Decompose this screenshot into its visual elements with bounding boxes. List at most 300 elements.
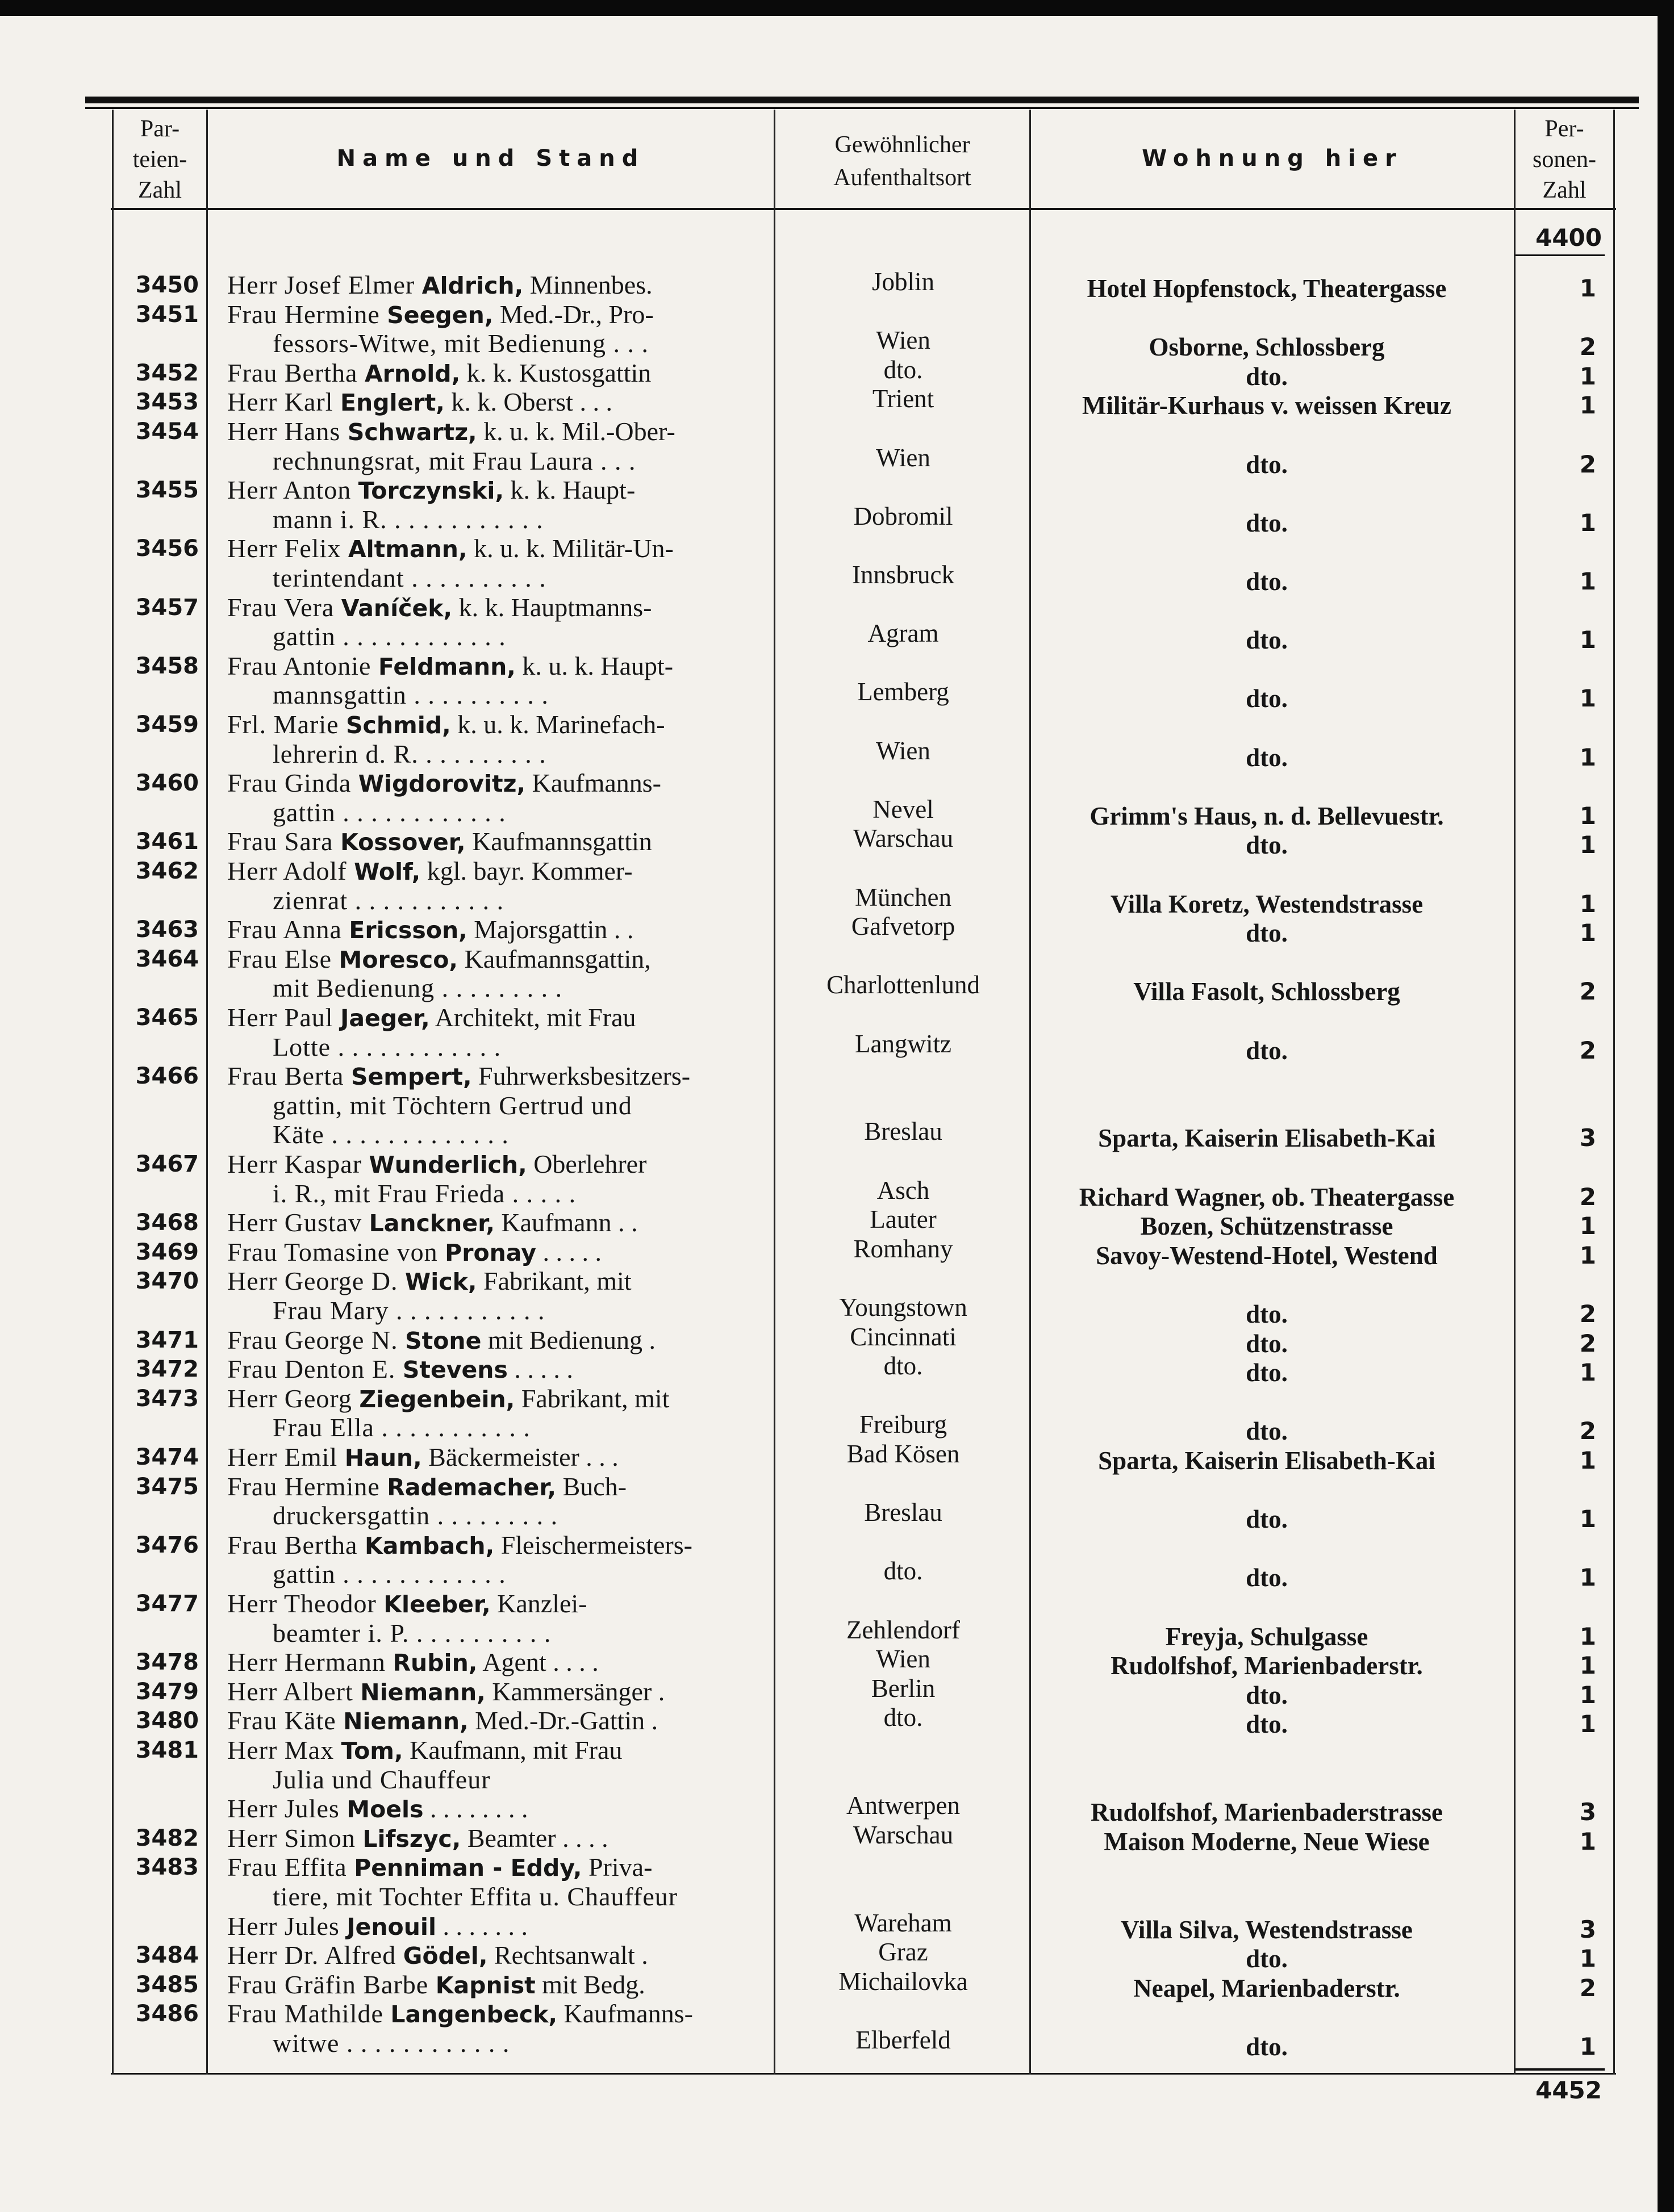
name-line <box>227 270 767 300</box>
name-line <box>227 1589 767 1619</box>
header-number-line-3: Zahl <box>138 177 182 203</box>
party-number: 3479 <box>135 1678 199 1705</box>
local-address: dto. <box>1246 831 1288 860</box>
name-text: Herr Karl <box>227 387 341 417</box>
person-count: 2 <box>1579 1300 1596 1328</box>
party-number: 3484 <box>135 1942 199 1969</box>
local-address: Sparta, Kaiserin Elisabeth-Kai <box>1098 1124 1435 1153</box>
person-count: 1 <box>1579 567 1596 595</box>
col-line-6 <box>1613 110 1615 2075</box>
surname: Langenbeck, <box>390 2001 558 2029</box>
party-number: 3485 <box>135 1971 199 1998</box>
name-suffix: Fabrikant, mit <box>515 1383 670 1413</box>
usual-residence: Graz <box>878 1938 928 1967</box>
name-line <box>227 856 767 887</box>
local-address: dto. <box>1246 919 1288 948</box>
local-address: dto. <box>1246 508 1288 537</box>
name-text: Herr Theodor <box>227 1589 384 1618</box>
usual-residence: Bad Kösen <box>846 1440 960 1468</box>
header-count-line-1: Per- <box>1544 116 1584 142</box>
name-line <box>227 710 767 740</box>
surname: Aldrich, <box>421 272 524 299</box>
person-count: 1 <box>1579 1680 1596 1709</box>
name-line <box>227 1912 767 1942</box>
person-count: 1 <box>1579 831 1596 859</box>
surname: Pronay <box>445 1239 536 1266</box>
name-line <box>227 1325 767 1356</box>
name-text: lehrerin d. R. . . . . . . . . . <box>273 739 546 768</box>
name-line <box>227 1472 767 1502</box>
name-line <box>227 475 767 505</box>
header-origin <box>775 128 1029 194</box>
party-number: 3458 <box>135 653 199 679</box>
name-suffix: Minnenbes. <box>523 270 653 299</box>
surname: Rubin, <box>393 1649 478 1677</box>
name-line <box>227 417 767 447</box>
local-address: dto. <box>1246 684 1288 713</box>
surname: Feldmann, <box>378 653 516 680</box>
name-text: Frau Effita <box>227 1853 354 1882</box>
surname: Schmid, <box>346 712 451 739</box>
name-suffix: . . . . . <box>507 1354 573 1384</box>
name-suffix: Fabrikant, mit <box>477 1266 632 1296</box>
party-number: 3473 <box>135 1385 199 1412</box>
local-address: dto. <box>1246 1417 1288 1446</box>
usual-residence: Wien <box>876 736 930 765</box>
top-rule <box>85 97 1639 103</box>
party-number: 3465 <box>135 1005 199 1031</box>
surname: Kambach, <box>364 1532 495 1559</box>
party-number: 3457 <box>135 594 199 621</box>
usual-residence: Trient <box>872 384 934 413</box>
usual-residence: dto. <box>883 355 923 384</box>
name-suffix: Majorsgattin . . <box>467 915 634 944</box>
header-count-line-2: sonen- <box>1533 147 1596 173</box>
surname: Niemann, <box>360 1678 486 1706</box>
person-count: 3 <box>1579 1798 1596 1826</box>
usual-residence: Langwitz <box>855 1029 951 1058</box>
local-address: dto. <box>1246 743 1288 772</box>
party-number: 3477 <box>135 1591 199 1617</box>
usual-residence: Charlottenlund <box>826 971 980 1000</box>
surname: Wunderlich, <box>369 1151 527 1178</box>
local-address: Villa Silva, Westendstrasse <box>1121 1915 1413 1944</box>
local-address: Osborne, Schlossberg <box>1149 333 1385 362</box>
person-count: 2 <box>1579 1036 1596 1064</box>
surname: Tom, <box>341 1737 403 1764</box>
usual-residence: Asch <box>876 1176 930 1205</box>
name-line <box>227 1531 767 1561</box>
usual-residence: Antwerpen <box>846 1791 960 1820</box>
usual-residence: Wien <box>876 443 930 472</box>
name-suffix: Architekt, mit Frau <box>429 1003 636 1032</box>
name-suffix: k. u. k. Militär-Un- <box>467 534 674 563</box>
name-text: Frau George N. <box>227 1325 406 1354</box>
name-text: Frau Mathilde <box>227 1999 391 2029</box>
name-suffix: k. u. k. Haupt- <box>515 651 674 680</box>
name-text: Käte . . . . . . . . . . . . . <box>273 1120 509 1149</box>
name-line <box>227 505 767 534</box>
header-number-line-2: teien- <box>132 147 187 173</box>
name-line <box>227 1208 767 1238</box>
name-suffix: . . . . . . . . <box>423 1794 528 1824</box>
top-rule-thin <box>85 107 1639 109</box>
name-text: Frau Ella . . . . . . . . . . . <box>273 1413 531 1442</box>
local-address: dto. <box>1246 567 1288 596</box>
name-line <box>227 329 767 358</box>
bottom-rule <box>111 2073 1616 2075</box>
person-count: 1 <box>1579 1241 1596 1269</box>
header-number <box>114 114 206 206</box>
party-number: 3474 <box>135 1444 199 1470</box>
surname: Seegen, <box>387 301 494 329</box>
surname: Wigdorovitz, <box>358 770 526 798</box>
name-line <box>227 1354 767 1385</box>
surname: Jenouil <box>347 1913 436 1941</box>
name-text: Frau Bertha <box>227 1530 365 1559</box>
party-number: 3478 <box>135 1649 199 1676</box>
name-text: Herr George D. <box>227 1266 406 1296</box>
usual-residence: Lauter <box>870 1205 937 1234</box>
name-suffix: mit Bedienung . <box>481 1325 656 1354</box>
surname: Ericsson, <box>349 917 467 944</box>
name-suffix: Kaufmann, mit Frau <box>403 1736 623 1764</box>
name-text: zienrat . . . . . . . . . . . <box>273 885 504 915</box>
surname: Kapnist <box>435 1971 536 1999</box>
name-text: beamter i. P. . . . . . . . . . . <box>273 1618 552 1647</box>
name-text: mann i. R. . . . . . . . . . . . <box>273 504 544 534</box>
name-suffix: mit Bedg. <box>535 1970 645 1999</box>
name-line <box>227 622 767 651</box>
party-number: 3456 <box>135 536 199 562</box>
name-text: gattin . . . . . . . . . . . . <box>273 797 506 827</box>
person-count: 1 <box>1579 1358 1596 1387</box>
name-text: Frau Käte <box>227 1706 344 1736</box>
name-line <box>227 446 767 476</box>
name-text: tiere, mit Tochter Effita u. Chauffeur <box>273 1882 678 1911</box>
name-suffix: k. k. Kustosgattin <box>460 358 652 387</box>
name-text: druckersgattin . . . . . . . . . <box>273 1501 558 1531</box>
name-text: Herr Emil <box>227 1442 345 1471</box>
party-number: 3464 <box>135 946 199 972</box>
person-count: 1 <box>1579 1622 1596 1650</box>
name-text: Herr Adolf <box>227 856 354 885</box>
party-number: 3455 <box>135 477 199 504</box>
name-suffix: k. k. Haupt- <box>504 475 636 505</box>
name-text: Frau Sara <box>227 827 341 856</box>
header-origin-line-1: Gewöhnlicher <box>834 132 970 158</box>
person-count: 1 <box>1579 1710 1596 1738</box>
name-suffix: Agent . . . . <box>477 1647 599 1677</box>
header-number-line-1: Par- <box>140 116 180 142</box>
local-address: dto. <box>1246 626 1288 655</box>
local-address: Rudolfshof, Marienbaderstrasse <box>1091 1798 1443 1827</box>
name-text: mannsgattin . . . . . . . . . . <box>273 680 549 710</box>
name-line <box>227 534 767 564</box>
usual-residence: Berlin <box>871 1674 936 1703</box>
name-text: Herr Hans <box>227 417 348 446</box>
header-name: Name und Stand <box>336 145 645 172</box>
usual-residence: Warschau <box>853 824 954 853</box>
name-line <box>227 1003 767 1033</box>
party-number: 3468 <box>135 1210 199 1236</box>
name-text: Herr Felix <box>227 534 348 563</box>
usual-residence: dto. <box>883 1557 923 1586</box>
name-line <box>227 973 767 1003</box>
name-text: Herr Paul <box>227 1003 341 1032</box>
name-text: Herr Josef Elmer <box>227 270 422 299</box>
surname: Niemann, <box>343 1708 469 1736</box>
name-suffix: k. u. k. Mil.-Ober- <box>477 417 675 446</box>
person-count: 1 <box>1579 508 1596 537</box>
surname: Lanckner, <box>369 1210 495 1237</box>
header-count-line-3: Zahl <box>1542 177 1587 203</box>
name-text: Frau Bertha <box>227 358 365 387</box>
surname: Kleeber, <box>383 1591 491 1618</box>
surname: Altmann, <box>348 536 467 563</box>
name-suffix: Kanzlei- <box>490 1589 587 1618</box>
person-count: 1 <box>1579 1563 1596 1592</box>
surname: Stone <box>405 1327 482 1354</box>
local-address: Villa Fasolt, Schlossberg <box>1133 977 1400 1006</box>
name-line <box>227 944 767 975</box>
party-number: 3472 <box>135 1356 199 1383</box>
person-count: 2 <box>1579 977 1596 1006</box>
header-origin-line-2: Aufenthaltsort <box>833 165 971 191</box>
name-line <box>227 1970 767 2000</box>
name-text: Frau Else <box>227 944 339 973</box>
name-line <box>227 1647 767 1678</box>
person-count: 1 <box>1579 626 1596 654</box>
surname: Ziegenbein, <box>359 1385 515 1413</box>
person-count: 2 <box>1579 1417 1596 1445</box>
col-line-3 <box>774 110 775 2075</box>
party-number: 3459 <box>135 712 199 738</box>
name-line <box>227 798 767 827</box>
name-text: Frau Denton E. <box>227 1354 403 1384</box>
name-line <box>227 593 767 623</box>
name-text: Herr Hermann <box>227 1647 393 1677</box>
usual-residence: Agram <box>867 619 939 648</box>
name-text: Frau Berta <box>227 1061 351 1091</box>
local-address: dto. <box>1246 2033 1288 2061</box>
name-suffix: Kaufmannsgattin <box>465 827 652 856</box>
surname: Englert, <box>340 389 445 417</box>
name-line <box>227 1061 767 1092</box>
name-text: Frau Hermine <box>227 1471 387 1501</box>
person-count: 1 <box>1579 274 1596 302</box>
name-text: i. R., mit Frau Frieda . . . . . <box>273 1178 577 1208</box>
name-text: Julia und Chauffeur <box>273 1764 491 1794</box>
name-line <box>227 1619 767 1648</box>
name-line <box>227 1384 767 1414</box>
name-suffix: Buch- <box>556 1471 627 1501</box>
name-line <box>227 1296 767 1325</box>
surname: Penniman - Eddy, <box>354 1854 582 1882</box>
name-text: fessors-Witwe, mit Bedienung . . . <box>273 329 649 358</box>
name-suffix: k. u. k. Marinefach- <box>450 710 665 739</box>
name-text: Herr Jules <box>227 1911 347 1941</box>
local-address: Savoy-Westend-Hotel, Westend <box>1096 1241 1438 1270</box>
usual-residence: Warschau <box>853 1820 954 1849</box>
party-number: 3461 <box>135 829 199 855</box>
party-number: 3450 <box>135 272 199 298</box>
usual-residence: Romhany <box>853 1234 953 1263</box>
surname: Moresco, <box>339 946 458 973</box>
name-suffix: Kaufmann . . <box>494 1208 638 1237</box>
name-line <box>227 358 767 388</box>
party-number: 3452 <box>135 359 199 386</box>
usual-residence: Youngstown <box>839 1293 967 1322</box>
name-text: Herr Jules <box>227 1794 347 1824</box>
local-address: dto. <box>1246 1036 1288 1065</box>
local-address: dto. <box>1246 1300 1288 1328</box>
usual-residence: Dobromil <box>853 501 953 530</box>
header-count <box>1516 114 1613 206</box>
name-suffix: Rechtsanwalt . <box>487 1941 648 1970</box>
name-text: Frau Vera <box>227 592 341 622</box>
usual-residence: München <box>855 883 951 911</box>
local-address: Freyja, Schulgasse <box>1165 1622 1368 1651</box>
header-address: Wohnung hier <box>1142 145 1403 172</box>
name-text: Herr Georg <box>227 1383 360 1413</box>
name-text: mit Bedienung . . . . . . . . . <box>273 973 563 1003</box>
surname: Arnold, <box>364 359 461 387</box>
person-count: 1 <box>1579 1827 1596 1855</box>
local-address: Bozen, Schützenstrasse <box>1140 1212 1393 1241</box>
surname: Gödel, <box>403 1942 488 1970</box>
party-number: 3486 <box>135 2001 199 2027</box>
usual-residence: Wareham <box>854 1908 952 1937</box>
col-line-4 <box>1029 110 1031 2075</box>
name-line <box>227 1824 767 1854</box>
name-suffix: k. k. Oberst . . . <box>444 387 612 417</box>
person-count: 1 <box>1579 889 1596 918</box>
person-count: 1 <box>1579 1212 1596 1240</box>
col-line-2 <box>206 110 208 2075</box>
name-line <box>227 1677 767 1707</box>
surname: Moels <box>347 1796 424 1824</box>
name-line <box>227 1882 767 1912</box>
party-number: 3453 <box>135 389 199 416</box>
name-line <box>227 1941 767 1971</box>
name-text: Herr Simon <box>227 1823 363 1853</box>
name-line <box>227 1120 767 1149</box>
party-number: 3451 <box>135 301 199 328</box>
person-count: 1 <box>1579 1651 1596 1680</box>
surname: Sempert, <box>350 1063 472 1091</box>
party-number: 3471 <box>135 1327 199 1353</box>
name-suffix: Kaufmannsgattin, <box>457 944 651 973</box>
party-number: 3481 <box>135 1737 199 1763</box>
person-count: 1 <box>1579 2033 1596 2060</box>
name-text: Frau Gräfin Barbe <box>227 1970 436 1999</box>
name-text: Frau Mary . . . . . . . . . . . <box>273 1296 545 1325</box>
party-number: 3463 <box>135 917 199 943</box>
usual-residence: Wien <box>876 326 930 355</box>
name-text: Herr Max <box>227 1736 341 1764</box>
name-text: Frau Tomasine von <box>227 1237 445 1266</box>
usual-residence: Cincinnati <box>850 1322 957 1351</box>
surname: Wick, <box>405 1268 477 1296</box>
name-text: gattin, mit Töchtern Gertrud und <box>273 1090 632 1120</box>
local-address: Militär-Kurhaus v. weissen Kreuz <box>1082 391 1451 420</box>
person-count: 1 <box>1579 391 1596 420</box>
name-suffix: k. k. Hauptmanns- <box>452 592 652 622</box>
local-address: Grimm's Haus, n. d. Bellevuestr. <box>1089 801 1444 830</box>
name-line <box>227 1706 767 1736</box>
usual-residence: Freiburg <box>859 1410 947 1439</box>
name-suffix: Kaufmanns- <box>557 1999 693 2029</box>
person-count: 1 <box>1579 1446 1596 1474</box>
name-suffix: Fleischermeisters- <box>494 1530 692 1559</box>
surname: Torczynski, <box>358 477 504 505</box>
surname: Vaníček, <box>341 594 453 622</box>
party-number: 3454 <box>135 419 199 445</box>
party-number: 3460 <box>135 770 199 797</box>
person-count: 1 <box>1579 919 1596 947</box>
name-text: Frl. Marie <box>227 710 347 739</box>
usual-residence: Joblin <box>871 267 935 296</box>
local-address: dto. <box>1246 1329 1288 1358</box>
party-number: 3462 <box>135 858 199 884</box>
name-line <box>227 1765 767 1795</box>
name-line <box>227 563 767 593</box>
party-number: 3469 <box>135 1239 199 1265</box>
person-count: 2 <box>1579 1973 1596 2002</box>
usual-residence: Wien <box>876 1645 930 1674</box>
name-text: Herr Kaspar <box>227 1149 369 1178</box>
party-number: 3476 <box>135 1532 199 1558</box>
name-line <box>227 886 767 915</box>
surname: Lifszyc, <box>362 1825 461 1853</box>
col-line-5 <box>1514 110 1516 2075</box>
name-line <box>227 768 767 798</box>
name-line <box>227 827 767 857</box>
name-line <box>227 2029 767 2058</box>
party-number: 3483 <box>135 1854 199 1881</box>
usual-residence: Gafvetorp <box>851 912 955 941</box>
local-address: Villa Koretz, Westendstrasse <box>1110 889 1423 918</box>
name-line <box>227 1091 767 1120</box>
party-number: 3480 <box>135 1708 199 1734</box>
carry-over-total: 4400 <box>1535 224 1602 252</box>
name-text: gattin . . . . . . . . . . . . <box>273 622 506 651</box>
local-address: dto. <box>1246 450 1288 479</box>
name-line <box>227 1266 767 1297</box>
local-address: Richard Wagner, ob. Theatergasse <box>1079 1182 1455 1211</box>
usual-residence: Breslau <box>864 1498 942 1527</box>
sum-rule <box>1514 2068 1605 2071</box>
name-line <box>227 1442 767 1473</box>
name-suffix: Priva- <box>582 1853 653 1882</box>
name-line <box>227 1794 767 1824</box>
party-number: 3466 <box>135 1063 199 1090</box>
surname: Jaeger, <box>340 1005 430 1032</box>
name-line <box>227 1559 767 1589</box>
surname: Rademacher, <box>387 1473 557 1501</box>
name-line <box>227 387 767 417</box>
name-text: Herr Albert <box>227 1676 361 1706</box>
party-number: 3475 <box>135 1473 199 1500</box>
name-suffix: Med.-Dr.-Gattin . <box>468 1706 658 1736</box>
name-text: witwe . . . . . . . . . . . . <box>273 2029 510 2058</box>
name-line <box>227 1237 767 1268</box>
local-address: dto. <box>1246 1680 1288 1709</box>
surname: Schwartz, <box>347 419 477 446</box>
name-line <box>227 1736 767 1766</box>
name-text: Frau Anna <box>227 915 349 944</box>
